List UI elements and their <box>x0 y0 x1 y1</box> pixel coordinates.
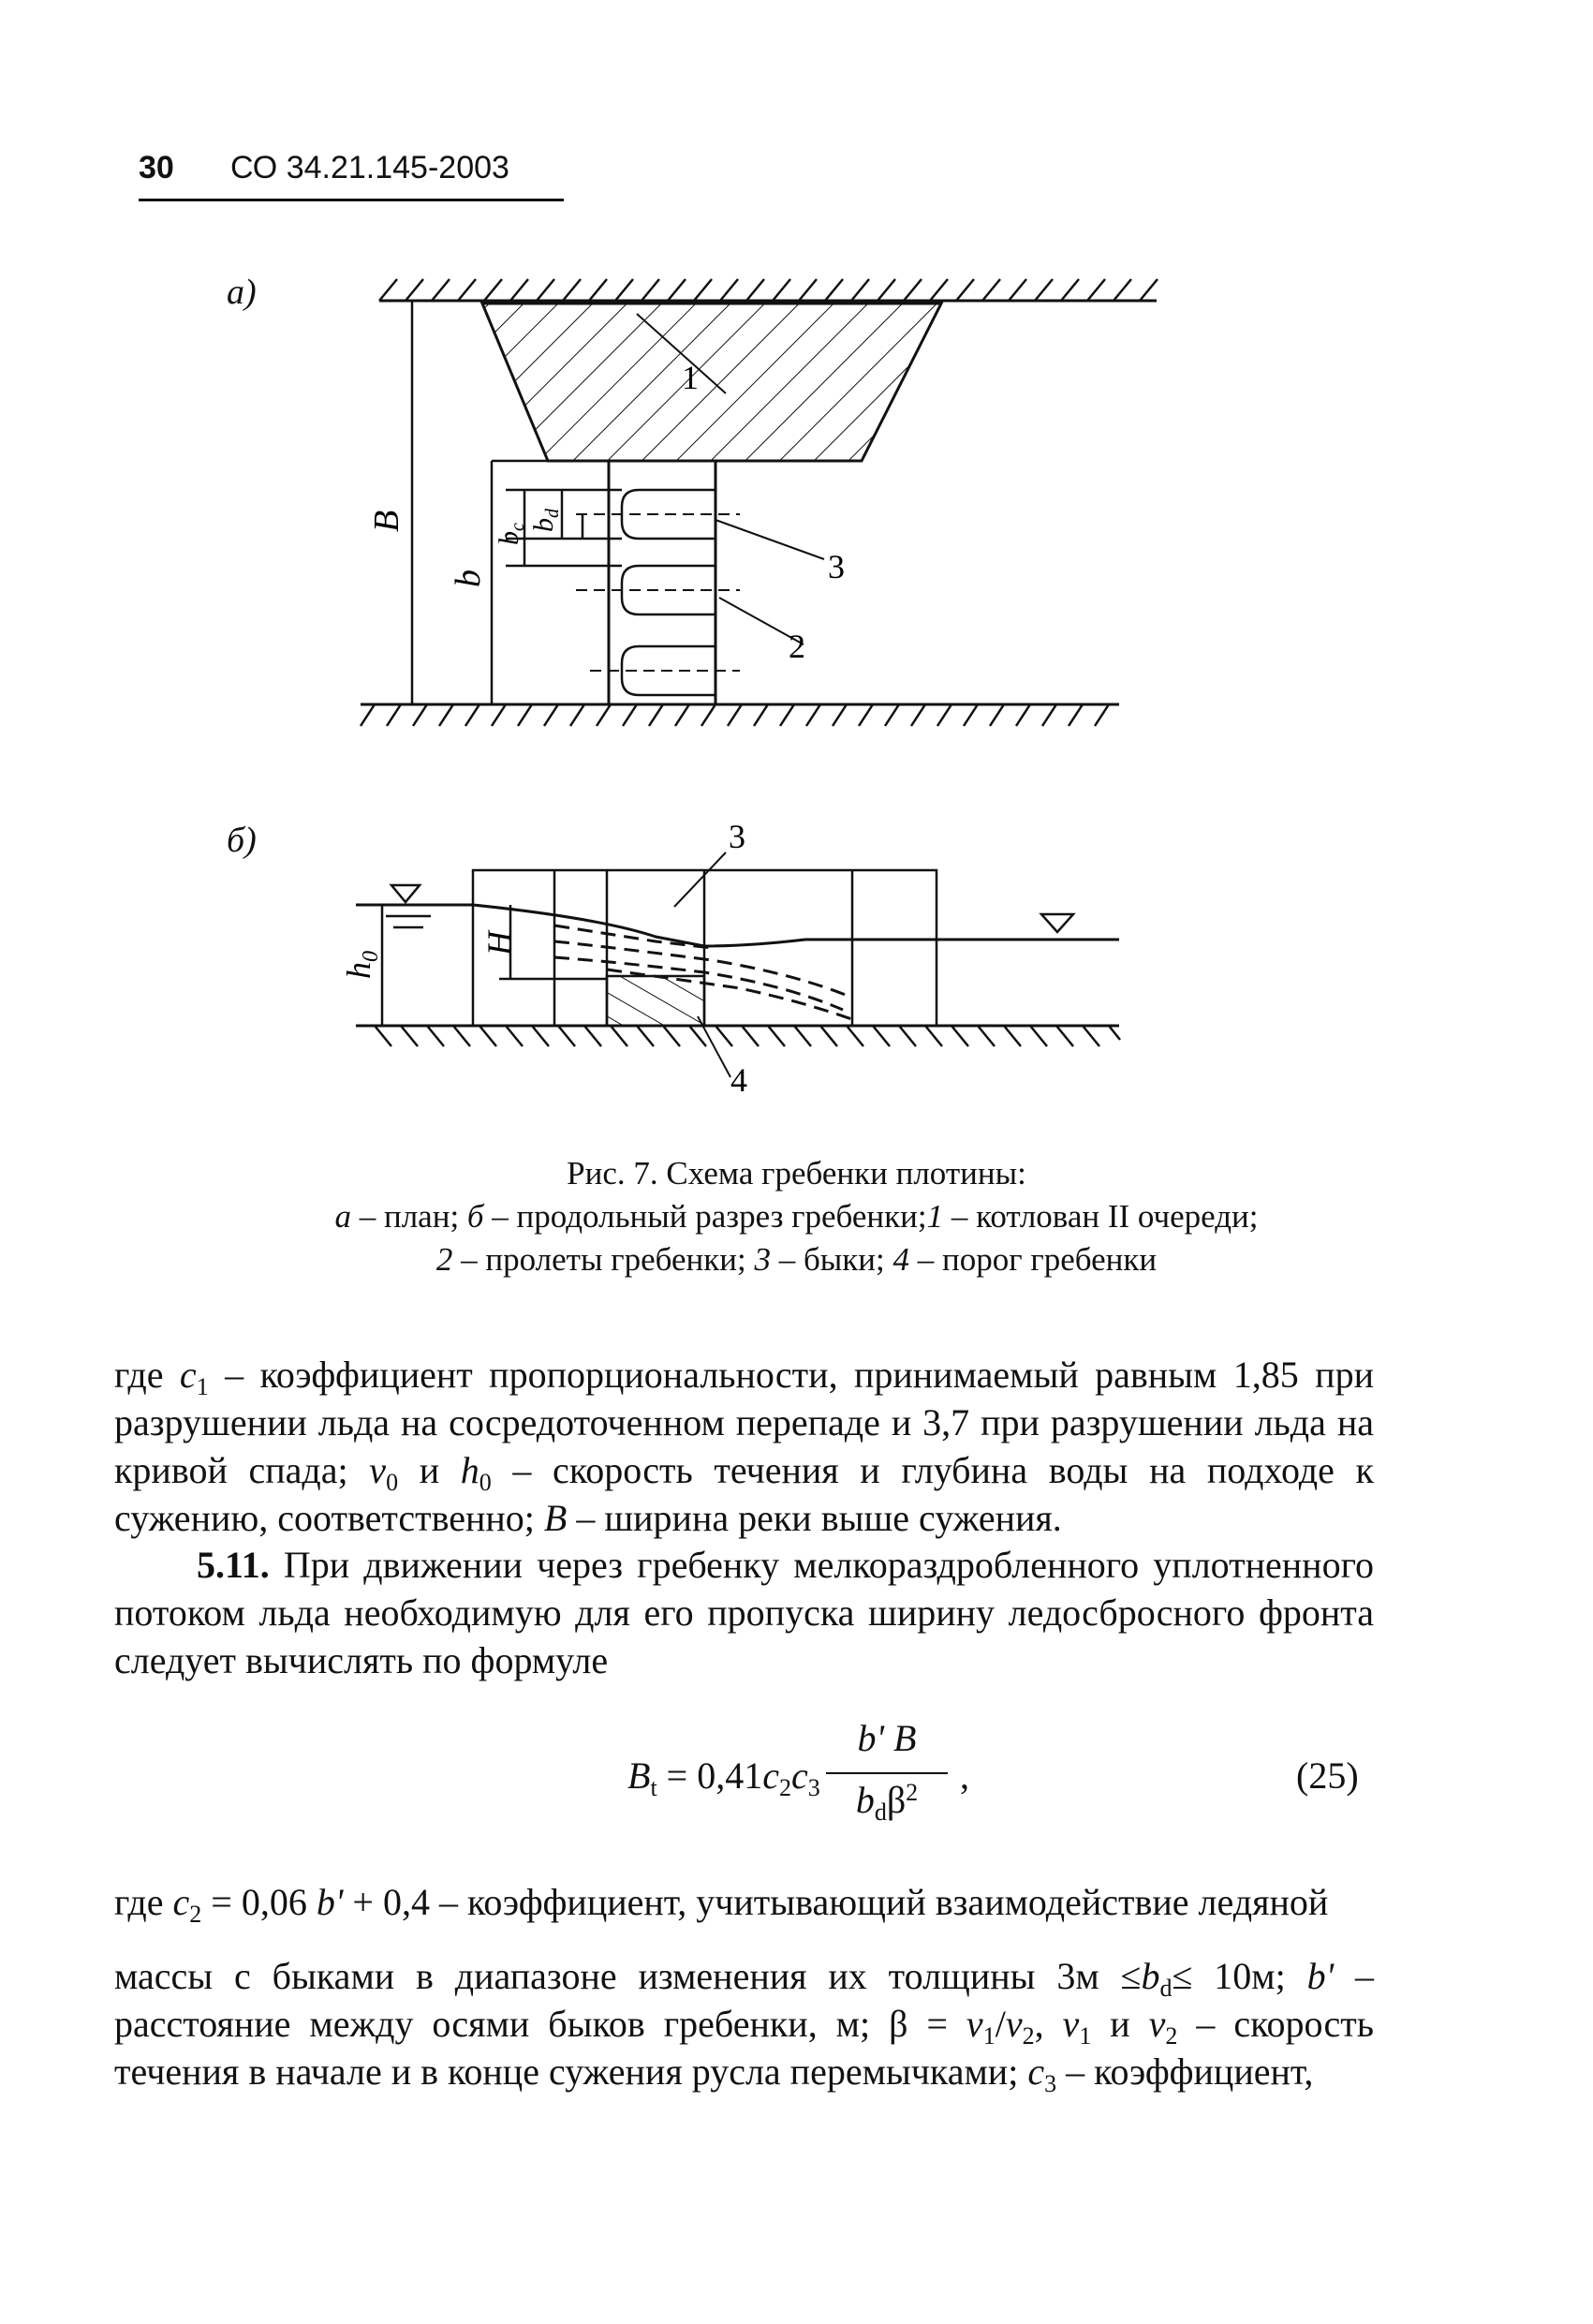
section-number: 5.11. <box>197 1544 270 1586</box>
document-code: СО 34.21.145-2003 <box>230 150 509 185</box>
label-2: 2 <box>789 628 805 665</box>
caption-title: Рис. 7. Схема гребенки плотины: <box>567 1155 1026 1192</box>
equation-number: (25) <box>1296 1754 1359 1797</box>
paragraph-definitions: массы с быками в диапазоне изменения их толщины $3м \le b_d\le 10м$; b' – расстояние между осями быков гребенки, м; $\beta = v_1/v_2$, $v_1$ и $v_2$ – скорость течения в начале и в конце сужения русла перемычками; $c_3$ – коэффициент, <box>114 1955 1375 2097</box>
figure-caption <box>0 1152 1593 1281</box>
caption-line-2: а – план; б – продольный разрез гребенки;1 – котлован II очереди; <box>334 1198 1259 1235</box>
label-3: 3 <box>828 548 845 585</box>
sill-shape <box>607 976 704 1026</box>
label-bd: $b_d$ <box>528 509 563 532</box>
paragraph-5-11: 5.11. При движении через гребенку мелкораздробленного уплотненного потоком льда необходимую для его пропуска ширину ледосбросного фронта следует вычислять по формуле <box>114 1544 1374 1681</box>
label-1: 1 <box>682 359 699 396</box>
label-b: b <box>449 570 488 587</box>
figure-b-section <box>0 0 1593 1124</box>
label-3b: 3 <box>729 818 745 855</box>
label-B: B <box>367 510 406 532</box>
caption-line-3: 2 – пролеты гребенки; 3 – быки; 4 – порог гребенки <box>435 1241 1158 1278</box>
paragraph-coefficients: где $c_1$ – коэффициент пропорциональности, принимаемый равным 1,85 при разрушении льда на сосредоточенном перепаде и 3,7 при разрушении льда на кривой спада; $v_0$ и $h_0$ – скорость течения и глубина воды на подходе к сужению, соответственно; B – ширина реки выше сужения. <box>114 1354 1374 1539</box>
label-h0: $h_0$ <box>340 951 383 979</box>
page-number: 30 <box>139 150 174 185</box>
panel-b-label: б) <box>227 821 257 860</box>
label-H: H <box>480 931 518 955</box>
panel-a-label: а) <box>227 273 257 312</box>
label-4: 4 <box>730 1061 747 1099</box>
river-bed <box>356 1026 1120 1046</box>
formula-25: $B_t = 0,41c_2c_3$ b' B $b_d\beta^2$ , <box>627 1717 969 1826</box>
paragraph-c2-definition: где $c_2 = 0,06$ b' + 0,4 – коэффициент, учитывающий взаимодействие ледяной <box>114 1881 1329 1928</box>
label-bc: $b_c$ <box>494 523 528 545</box>
water-surface <box>356 905 1119 946</box>
water-level-symbol-downstream <box>1041 914 1073 932</box>
